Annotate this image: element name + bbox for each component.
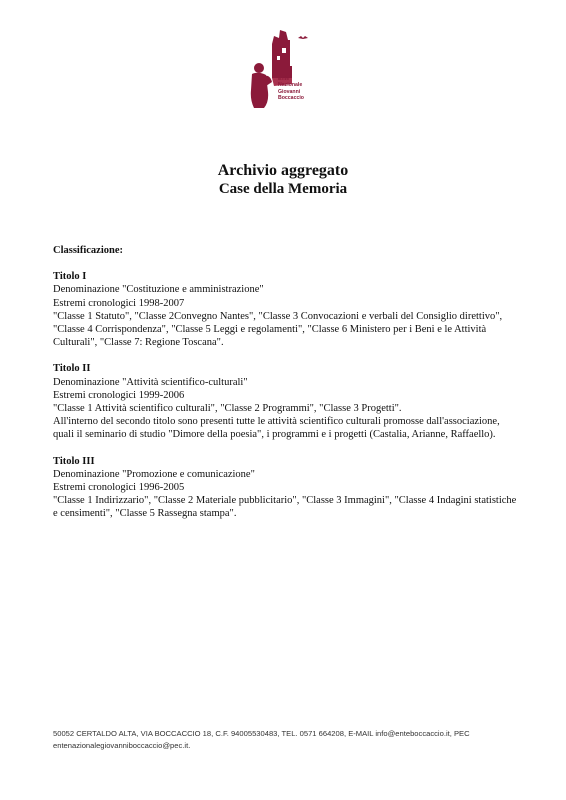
logo-line: Boccaccio <box>278 94 304 101</box>
footer-email: entenazionalegiovanniboccaccio@pec.it. <box>53 741 191 750</box>
logo-text <box>278 76 318 101</box>
section-line: "Classe 1 Attività scientifico culturali", "Classe 2 Programmi", "Classe 3 Progetti". <box>53 403 402 415</box>
section-line: Denominazione "Costituzione e amministrazione" <box>53 284 264 296</box>
logo-line: Ente <box>278 76 290 82</box>
section-titolo-1 <box>53 270 523 349</box>
section-line: Denominazione "Attività scientifico-culturali" <box>53 376 248 388</box>
footer-address: 50052 CERTALDO ALTA, VIA BOCCACCIO 18, C.F. 94005530483, TEL. 0571 664208, E-MAIL info@enteboccaccio.it, PEC <box>53 729 470 738</box>
section-line: "Classe 1 Indirizzario", "Classe 2 Materiale pubblicitario", "Classe 3 Immagini", "Classe 4 Indagini statistiche e censimenti", "Classe 5 Rassegna stampa". <box>53 495 517 520</box>
page-title: Archivio aggregato <box>217 162 349 179</box>
document-body <box>53 244 523 521</box>
section-titolo-3 <box>53 455 523 521</box>
section-line: Estremi cronologici 1999-2006 <box>53 389 185 401</box>
logo-line: Giovanni <box>278 88 301 95</box>
section-line: Estremi cronologici 1998-2007 <box>53 297 185 309</box>
section-line: "Classe 1 Statuto", "Classe 2Convegno Nantes", "Classe 3 Convocazioni e verbali del Consiglio direttivo", "Classe 4 Corrispondenza", "Classe 5 Leggi e regolamenti", "Classe 6 Ministero per i Beni e le Attività Culturali", "Classe 7: Regione Toscana". <box>53 310 503 349</box>
section-line: Denominazione "Promozione e comunicazione" <box>53 468 255 480</box>
section-titolo-2 <box>53 362 523 441</box>
page-footer <box>53 728 533 752</box>
section-line: Estremi cronologici 1996-2005 <box>53 482 185 494</box>
section-heading: Titolo III <box>53 455 95 467</box>
classification-label: Classificazione: <box>53 245 123 256</box>
section-line: All'interno del secondo titolo sono presenti tutte le attività scientifico culturali promosse dall'associazione, quali il seminario di studio "Dimore della poesia", i programmi e i progetti (Castalia, Arianne, Raffaello). <box>53 416 500 441</box>
section-heading: Titolo I <box>53 271 87 283</box>
section-heading: Titolo II <box>53 363 91 375</box>
logo-line: Nazionale <box>278 82 303 89</box>
page-subtitle: Case della Memoria <box>218 181 348 197</box>
